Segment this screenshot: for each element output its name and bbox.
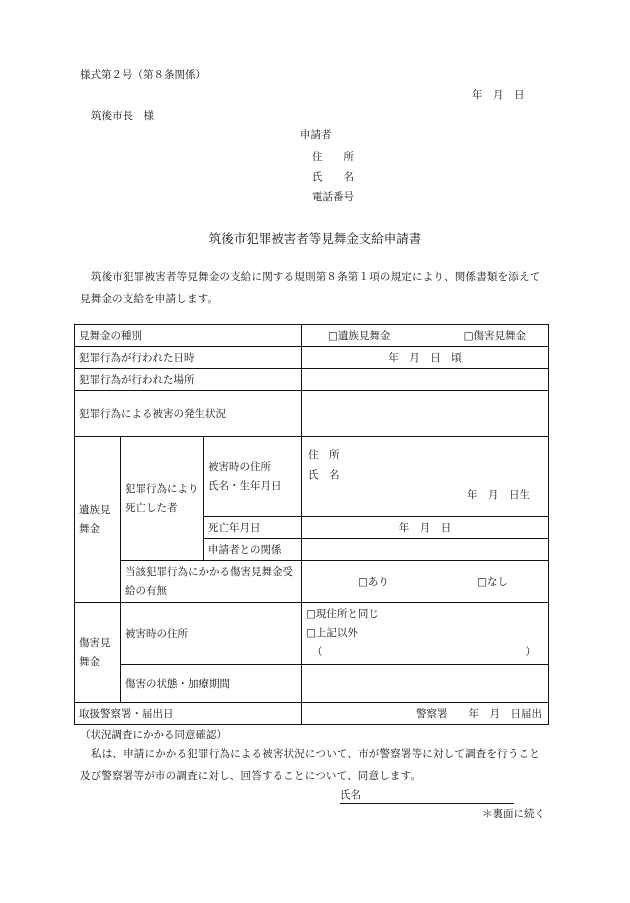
deceased-label: 犯罪行為により死亡した者 — [121, 437, 204, 561]
table-row — [75, 665, 549, 703]
addressee: 筑後市長 様 — [91, 110, 154, 122]
same-address-checkbox[interactable]: □現住所と同じ — [306, 608, 379, 620]
application-date: 年 月 日 — [472, 89, 525, 101]
intro-paragraph: 筑後市犯罪被害者等見舞金の支給に関する規則第８条第１項の規定により、関係書類を添えて見舞金の支給を申請します。 — [80, 271, 541, 305]
damage-field[interactable] — [302, 391, 549, 437]
continued-note: ＊裏面に続く — [482, 808, 545, 820]
victim-address-name-label — [204, 437, 302, 517]
yes-checkbox[interactable]: □あり — [358, 576, 389, 588]
bereaved-checkbox[interactable]: □遺族見舞金 — [328, 330, 391, 342]
victim-info-field[interactable] — [302, 437, 549, 517]
type-options — [302, 325, 549, 347]
form-number: 様式第２号（第８条関係） — [80, 69, 206, 81]
application-table — [74, 324, 549, 725]
consent-heading: （状況調査にかかる同意確認） — [80, 729, 227, 741]
station-value[interactable]: 警察署 年 月 日届出 — [302, 703, 549, 725]
injury-address-label: 被害時の住所 — [121, 603, 302, 665]
where-field[interactable] — [302, 369, 549, 391]
injury-received-options — [302, 561, 549, 603]
injury-received-label: 当該犯罪行為にかかる傷害見舞金受給の有無 — [121, 561, 302, 603]
other-address-field[interactable] — [306, 643, 544, 662]
table-row — [75, 391, 549, 437]
injury-address-options — [302, 603, 549, 665]
bereaved-section-label: 遺族見舞金 — [75, 437, 121, 603]
consent-body: 私は、申請にかかる犯罪行為による被害状況について、市が警察署等に対して調査を行うこと及び警察署等が市の調査に対し、回答することについて、同意します。 — [80, 748, 540, 782]
victim-birth-date: 年 月 日生 — [467, 489, 530, 501]
table-row — [75, 703, 549, 725]
victim-name-short: 氏 名 — [308, 469, 340, 481]
injury-checkbox[interactable]: □傷害見舞金 — [463, 330, 526, 342]
table-row — [75, 437, 549, 517]
relation-label: 申請者との関係 — [204, 539, 302, 561]
table-row — [75, 369, 549, 391]
damage-label: 犯罪行為による被害の発生状況 — [75, 391, 302, 437]
no-checkbox[interactable]: □なし — [477, 576, 508, 588]
victim-name-birth-label: 氏名・生年月日 — [208, 479, 282, 492]
victim-address-label: 被害時の住所 — [208, 460, 271, 473]
victim-address-short: 住 所 — [308, 449, 340, 461]
death-date-label: 死亡年月日 — [204, 517, 302, 539]
when-value[interactable]: 年 月 日 頃 — [302, 347, 549, 369]
injury-state-label: 傷害の状態・加療期間 — [121, 665, 302, 703]
signature-line[interactable] — [340, 787, 514, 804]
applicant-phone-label: 電話番号 — [312, 191, 354, 203]
table-row — [75, 561, 549, 603]
table-row — [75, 347, 549, 369]
applicant-name-label: 氏 名 — [312, 171, 354, 183]
when-label: 犯罪行為が行われた日時 — [75, 347, 302, 369]
relation-field[interactable] — [302, 539, 549, 561]
paren-open: （ — [312, 646, 323, 658]
table-row — [75, 325, 549, 347]
type-label: 見舞金の種別 — [75, 325, 302, 347]
table-row — [75, 603, 549, 665]
applicant-address-label: 住 所 — [312, 151, 354, 163]
page-title: 筑後市犯罪被害者等見舞金支給申請書 — [208, 231, 422, 246]
injury-state-field[interactable] — [302, 665, 549, 703]
signature-label: 氏名 — [340, 789, 361, 801]
other-address-checkbox[interactable]: □上記以外 — [306, 627, 358, 639]
applicant-label: 申請者 — [300, 129, 332, 141]
paren-close: ） — [525, 646, 536, 658]
station-label: 取扱警察署・届出日 — [75, 703, 302, 725]
where-label: 犯罪行為が行われた場所 — [75, 369, 302, 391]
death-date-value[interactable]: 年 月 日 — [302, 517, 549, 539]
injury-section-label: 傷害見舞金 — [75, 603, 121, 703]
